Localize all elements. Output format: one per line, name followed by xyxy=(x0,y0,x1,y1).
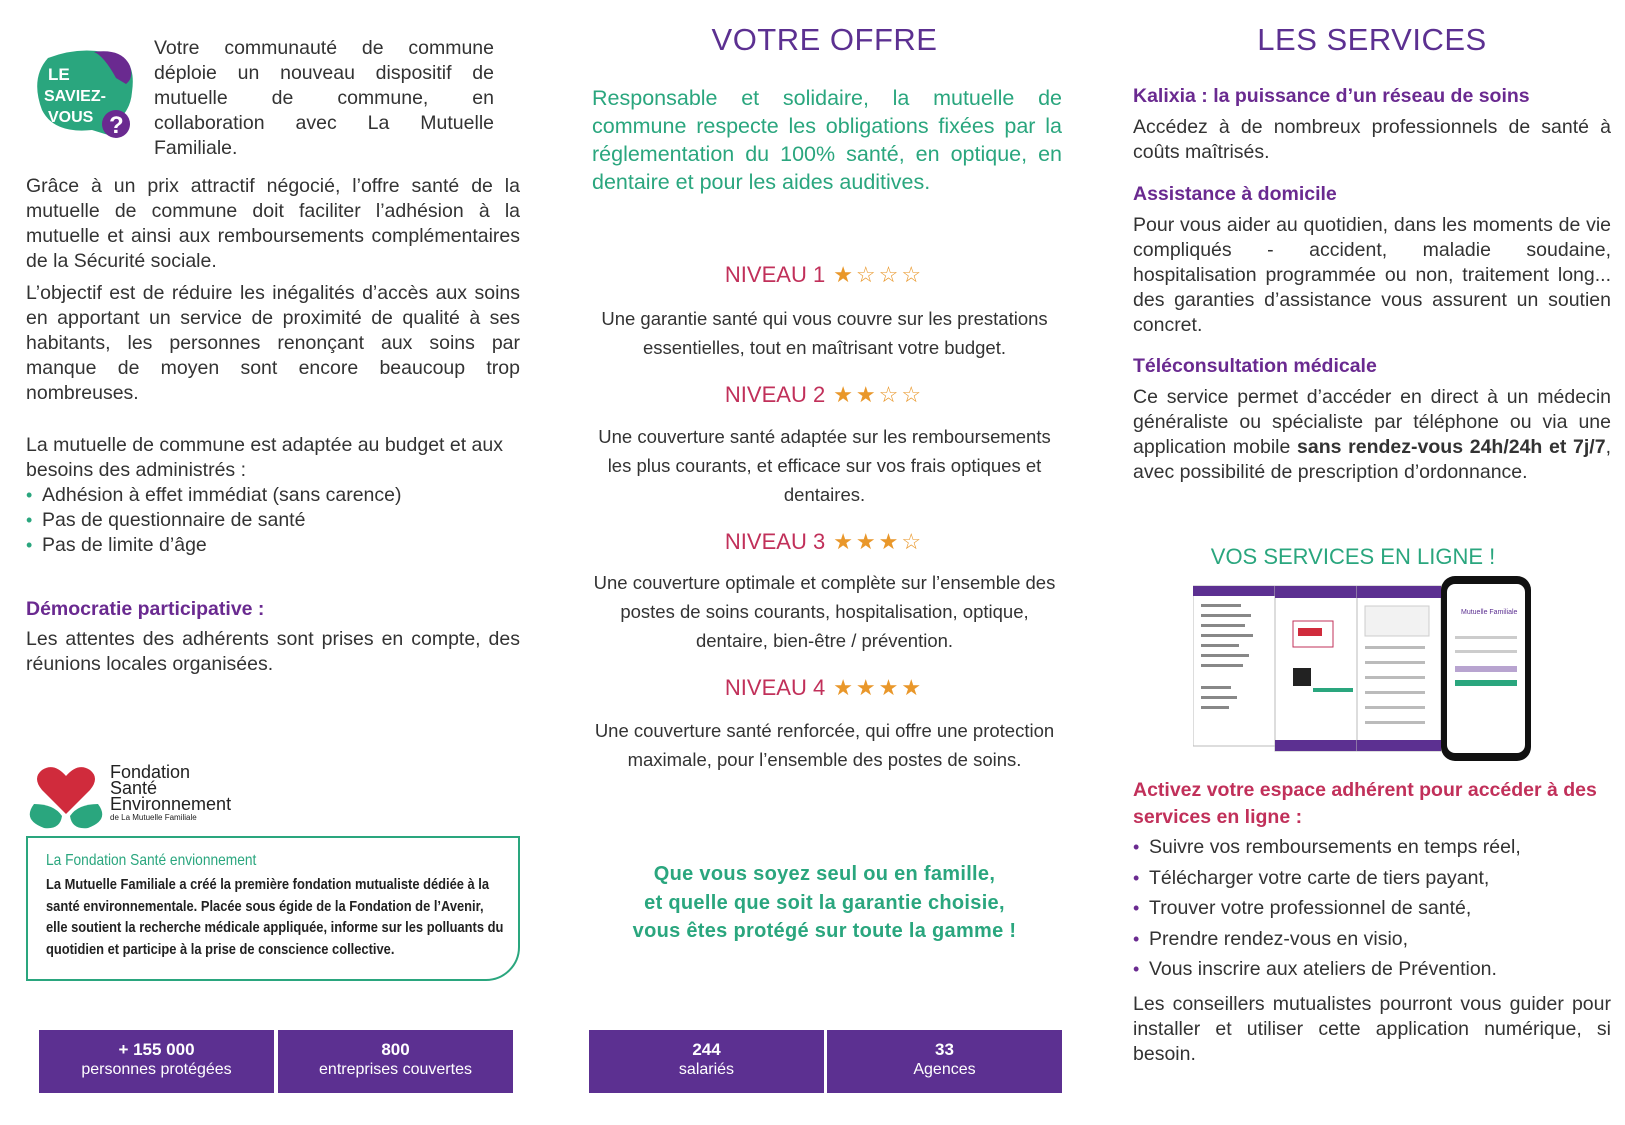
niveau-4-title: NIVEAU 4 ★★★★ xyxy=(724,675,925,700)
fondation-heart-logo xyxy=(26,764,108,830)
fondation-sub: de La Mutuelle Familiale xyxy=(110,813,197,822)
activate-title: Activez votre espace adhérent pour accéder à des services en ligne : xyxy=(1133,779,1597,828)
final-text: Les conseillers mutualistes pourront vous guider pour installer et utiliser cette application numérique, si besoin. xyxy=(1133,993,1611,1065)
advantages-list xyxy=(26,483,520,558)
app-screens-illustration xyxy=(1193,576,1533,766)
para-objectif: L’objectif est de réduire les inégalités d’accès aux soins en apportant un service de proximité de qualité à ses habitants, les personnes renonçant aux soins par manque de moyen sont encore beaucoup trop nombreuses. xyxy=(26,282,520,404)
online-services-list xyxy=(1133,832,1611,985)
assistance-text: Pour vous aider au quotidien, dans les moments de vie compliqués - accident, maladie soudaine, hospitalisation programmée ou non, traitement long... des garanties d’assistance vous assurent un soutien concret. xyxy=(1133,214,1611,336)
les-services-title: LES SERVICES xyxy=(1257,22,1487,57)
votre-offre-title: VOTRE OFFRE xyxy=(711,22,938,57)
kalixia-text: Accédez à de nombreux professionnels de santé à coûts maîtrisés. xyxy=(1133,116,1611,163)
list-item: • Trouver votre professionnel de santé, xyxy=(1133,893,1611,924)
rating-stars: ★★★★ xyxy=(833,675,925,700)
list-item: • Vous inscrire aux ateliers de Prévention. xyxy=(1133,954,1611,985)
stat-agences: 33 Agences xyxy=(827,1030,1062,1093)
middle-column xyxy=(587,0,1062,1125)
niveau-1-desc: Une garantie santé qui vous couvre sur les prestations essentielles, tout en maîtrisant votre budget. xyxy=(601,308,1048,358)
stat-salaries: 244 salariés xyxy=(589,1030,824,1093)
list-item: • Adhésion à effet immédiat (sans carence) xyxy=(26,483,520,508)
assistance-title: Assistance à domicile xyxy=(1133,183,1337,205)
badge-mark: ? xyxy=(109,112,124,139)
fondation-name-3: Environnement xyxy=(110,794,232,814)
rating-stars: ★★★☆ xyxy=(833,529,925,554)
fondation-box xyxy=(26,836,520,981)
stat-entreprises: 800 entreprises couvertes xyxy=(278,1030,513,1093)
list-item: • Pas de limite d’âge xyxy=(26,533,520,558)
democratie-text: Les attentes des adhérents sont prises en compte, des réunions locales organisées. xyxy=(26,628,520,675)
intro-text: Votre communauté de commune déploie un nouveau dispositif de mutuelle de commune, en collaboration avec La Mutuelle Familiale. xyxy=(154,37,494,159)
stat-personnes: + 155 000 personnes protégées xyxy=(39,1030,274,1093)
rating-stars: ★☆☆☆ xyxy=(833,262,925,287)
closing-message: Que vous soyez seul ou en famille, et quelle que soit la garantie choisie, vous êtes protégé sur toute la gamme ! xyxy=(632,863,1017,942)
badge-line2: SAVIEZ- xyxy=(44,88,106,105)
services-en-ligne-title: VOS SERVICES EN LIGNE ! xyxy=(1210,544,1496,569)
niveau-3-desc: Une couverture optimale et complète sur l’ensemble des postes de soins courants, hospitalisation, optique, dentaire, bien-être / prévention. xyxy=(593,572,1056,651)
niveau-4-desc: Une couverture santé renforcée, qui offre une protection maximale, pour l’ensemble des postes de soins. xyxy=(594,720,1055,770)
badge-line3: VOUS xyxy=(48,109,94,126)
rating-stars: ★★☆☆ xyxy=(833,382,925,407)
fondation-box-title: La Fondation Santé envionnement xyxy=(46,852,257,869)
niveau-2-title: NIVEAU 2 ★★☆☆ xyxy=(724,382,925,407)
list-item: • Suivre vos remboursements en temps réel, xyxy=(1133,832,1611,863)
fondation-name-1: Fondation xyxy=(110,762,191,782)
list-item: • Pas de questionnaire de santé xyxy=(26,508,520,533)
fondation-box-text: La Mutuelle Familiale a créé la première fondation mutualiste dédiée à la santé environnementale. Placée sous égide de la Fondation de l’Avenir, elle soutient la recherche médicale appliquée, informe sur les polluants du quotidien et participe à la prise de conscience collective. xyxy=(46,876,504,958)
teleconsultation-title: Téléconsultation médicale xyxy=(1133,355,1377,377)
teleconsultation-text: Ce service permet d’accéder en direct à un médecin généraliste ou spécialiste par téléphone ou via une application mobile sans rendez-vous 24h/24h et 7j/7, avec possibilité de prescription d’ordonnance. xyxy=(1133,386,1611,483)
para-prix: Grâce à un prix attractif négocié, l’offre santé de la mutuelle de commune doit faciliter l’adhésion à la mutuelle et ainsi aux remboursements complémentaires de la Sécurité sociale. xyxy=(26,175,520,272)
niveau-2-desc: Une couverture santé adaptée sur les remboursements les plus courants, et efficace sur vos frais optiques et dentaires. xyxy=(598,426,1051,505)
badge-line1: LE xyxy=(48,65,70,84)
list-item: • Prendre rendez-vous en visio, xyxy=(1133,924,1611,955)
right-column xyxy=(1133,0,1611,1125)
offre-intro: Responsable et solidaire, la mutuelle de commune respecte les obligations fixées par la réglementation du 100% santé, en optique, en dentaire et pour les aides auditives. xyxy=(592,86,1062,194)
niveau-1-title: NIVEAU 1 ★☆☆☆ xyxy=(724,262,925,287)
para-adaptee: La mutuelle de commune est adaptée au budget et aux besoins des administrés : xyxy=(26,434,503,481)
niveau-3-title: NIVEAU 3 ★★★☆ xyxy=(724,529,925,554)
democratie-title: Démocratie participative : xyxy=(26,598,265,620)
list-item: • Télécharger votre carte de tiers payant, xyxy=(1133,863,1611,894)
fondation-name-2: Santé xyxy=(110,778,158,798)
svg-text:Mutuelle Familiale: Mutuelle Familiale xyxy=(1461,609,1518,616)
kalixia-title: Kalixia : la puissance d’un réseau de soins xyxy=(1133,85,1530,107)
